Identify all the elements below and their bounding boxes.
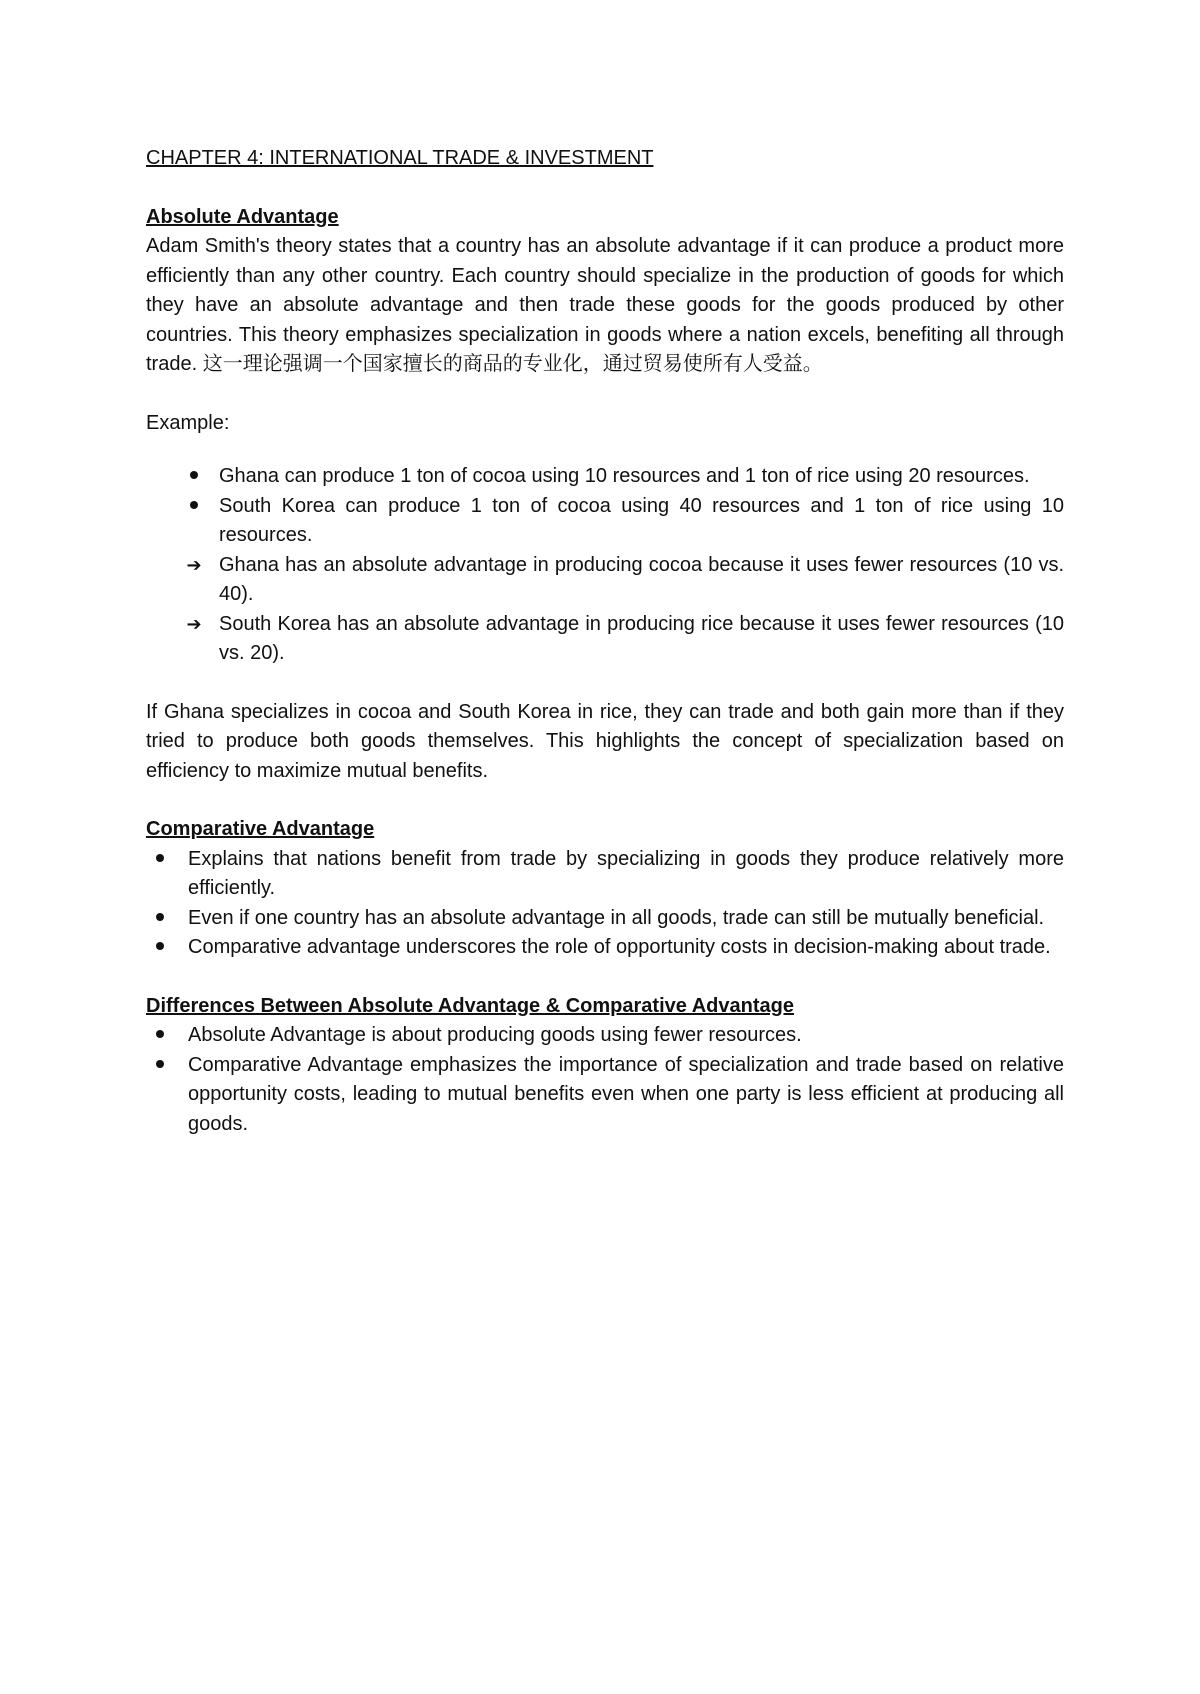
absolute-advantage-section [146, 203, 1064, 787]
list-item-text: Ghana has an absolute advantage in producing cocoa because it uses fewer resources (10 vs. 40). [219, 553, 1064, 605]
list-item [146, 462, 1064, 492]
list-item [146, 610, 1064, 669]
list-item-text: Ghana can produce 1 ton of cocoa using 10 resources and 1 ton of rice using 20 resources. [219, 465, 1030, 487]
comparative-advantage-section [146, 815, 1064, 963]
bullet-icon [150, 1051, 170, 1081]
absolute-advantage-paragraph: Adam Smith's theory states that a country has an absolute advantage if it can produce a product more efficiently than any other country. Each country should specialize in the production of goods for which they have an absolute advantage and then trade these goods for the goods produced by other countries. This theory emphasizes specialization in goods where a nation excels, benefiting all through trade. 这一理论强调一个国家擅长的商品的专业化，通过贸易使所有人受益。 [146, 235, 1064, 375]
list-item [146, 1051, 1064, 1140]
list-item-text: Comparative advantage underscores the role of opportunity costs in decision-making about trade. [188, 936, 1051, 958]
absolute-advantage-conclusion: If Ghana specializes in cocoa and South Korea in rice, they can trade and both gain more than if they tried to produce both goods themselves. This highlights the concept of specialization based on efficiency to maximize mutual benefits. [146, 700, 1064, 782]
bullet-icon [150, 845, 170, 875]
list-item [146, 551, 1064, 610]
list-item [146, 904, 1064, 934]
comparative-advantage-heading: Comparative Advantage [146, 818, 375, 840]
list-item-text: Comparative Advantage emphasizes the importance of specialization and trade based on relative opportunity costs, leading to mutual benefits even when one party is less efficient at producing all goods. [188, 1053, 1064, 1135]
list-item-text: Absolute Advantage is about producing goods using fewer resources. [188, 1024, 802, 1046]
example-list [146, 462, 1064, 669]
bullet-icon [184, 462, 204, 492]
differences-list [146, 1021, 1064, 1139]
bullet-icon [184, 492, 204, 522]
list-item-text: Even if one country has an absolute advantage in all goods, trade can still be mutually beneficial. [188, 906, 1045, 929]
list-item [146, 1021, 1064, 1051]
spacer [146, 669, 1064, 698]
chapter-title: CHAPTER 4: INTERNATIONAL TRADE & INVESTMENT [146, 147, 654, 169]
document-page [146, 144, 1064, 1139]
example-label: Example: [146, 411, 230, 434]
spacer [146, 963, 1064, 992]
spacer [146, 380, 1064, 409]
list-item-text: Explains that nations benefit from trade by specializing in goods they produce relatively more efficiently. [188, 847, 1064, 899]
arrow-right-icon: ➔ [186, 554, 202, 576]
list-item [146, 492, 1064, 551]
list-item-text: South Korea has an absolute advantage in producing rice because it uses fewer resources (10 vs. 20). [219, 612, 1064, 664]
differences-section [146, 992, 1064, 1140]
bullet-icon [150, 933, 170, 963]
bullet-icon [150, 1021, 170, 1051]
differences-heading: Differences Between Absolute Advantage & Comparative Advantage [146, 994, 794, 1017]
comparative-advantage-list [146, 845, 1064, 963]
list-item-text: South Korea can produce 1 ton of cocoa using 40 resources and 1 ton of rice using 10 resources. [219, 494, 1064, 546]
bullet-icon [150, 904, 170, 934]
absolute-advantage-heading: Absolute Advantage [146, 205, 339, 228]
arrow-right-icon: ➔ [186, 613, 202, 635]
list-item [146, 933, 1064, 963]
list-item [146, 845, 1064, 904]
spacer [146, 786, 1064, 815]
